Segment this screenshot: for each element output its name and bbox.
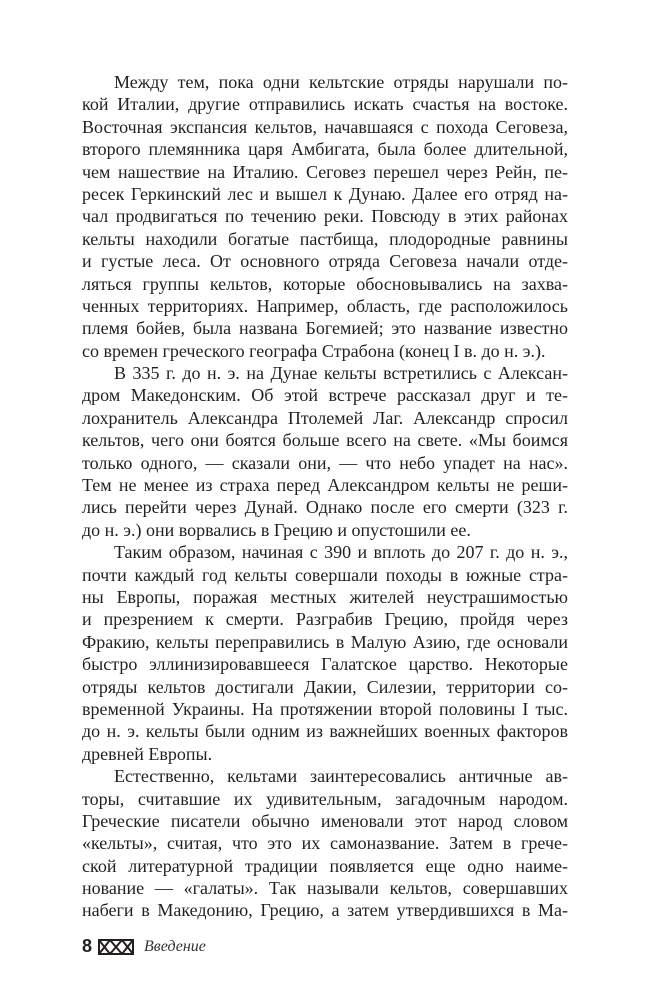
text-line: Фракию, кельты переправились в Малую Азию, где основали <box>82 631 568 652</box>
text-line: Естественно, кельтами заинтересовались античные ав- <box>114 766 568 787</box>
text-line: торы, считавшие их удивительным, загадочным народом. <box>82 788 568 809</box>
text-line: ченных территориях. Например, область, где расположилось <box>82 295 568 316</box>
text-line: со времен греческого географа Страбона (конец I в. до н. э.). <box>82 340 546 361</box>
paragraph <box>82 541 568 765</box>
text-line: дром Македонским. Об этой встрече рассказал друг и те- <box>82 385 568 406</box>
text-line: до н. э. кельты были одним из важнейших военных факторов <box>82 721 568 742</box>
text-line: ны Европы, поражая местных жителей неустрашимостью <box>82 586 568 607</box>
text-line: и густые леса. От основного отряда Сеговеза начали отде- <box>82 251 568 272</box>
text-line: Греческие писатели обычно именовали этот народ словом <box>82 810 568 831</box>
text-line: кельты находили богатые пастбища, плодородные равнины <box>82 228 568 249</box>
text-line: В 335 г. до н. э. на Дунае кельты встретились с Алексан- <box>114 363 568 384</box>
text-line: быстро эллинизировавшееся Галатское царство. Некоторые <box>82 654 568 675</box>
text-line: Между тем, пока одни кельтские отряды нарушали по- <box>114 72 568 92</box>
text-line: лохранитель Александра Птолемей Лаг. Александр спросил <box>82 407 568 428</box>
text-line: и презрением к смерти. Разграбив Грецию, пройдя через <box>82 609 568 630</box>
body-text <box>82 71 568 922</box>
page-number: 8 <box>82 936 93 956</box>
text-line: второго племянника царя Амбигата, была более длительной, <box>82 139 568 160</box>
text-line: Восточная экспансия кельтов, начавшаяся с похода Сеговеза, <box>82 116 568 137</box>
text-line: набеги в Македонию, Грецию, а затем утвердившихся в Ма- <box>82 900 568 921</box>
text-line: племя бойев, была названа Богемией; это название известно <box>82 318 568 339</box>
text-line: «кельты», считая, что это их самоназвание. Затем в грече- <box>82 833 568 854</box>
text-line: ской литературной традиции появляется еще одно наиме- <box>82 855 568 876</box>
text-line: только одного, — сказали они, — что небо упадет на нас». <box>82 452 568 473</box>
text-line: временной Украины. На протяжении второй половины I тыс. <box>82 698 568 719</box>
text-line: кельтов, чего они боятся больше всего на свете. «Мы боимся <box>82 430 568 451</box>
paragraph <box>82 71 568 362</box>
page-footer <box>82 936 206 957</box>
text-line: чем нашествие на Италию. Сеговез перешел через Рейн, пе- <box>82 161 568 182</box>
paragraph <box>82 362 568 541</box>
text-line: Тем не менее из страха перед Александром кельты не реши- <box>82 475 568 496</box>
text-line: древней Европы. <box>82 743 213 764</box>
text-line: кой Италии, другие отправились искать счастья на востоке. <box>82 94 568 115</box>
text-line: до н. э.) они ворвались в Грецию и опустошили ее. <box>82 519 471 540</box>
text-line: Таким образом, начиная с 390 и вплоть до 207 г. до н. э., <box>114 542 568 563</box>
text-line: ляться группы кельтов, которые обосновывались на захва- <box>82 273 568 294</box>
celtic-knot-icon <box>98 939 134 955</box>
text-line: отряды кельтов достигали Дакии, Силезии, территории со- <box>82 676 568 697</box>
text-line: чал продвигаться по течению реки. Повсюду в этих районах <box>82 206 568 227</box>
text-line: лись перейти через Дунай. Однако после его смерти (323 г. <box>82 497 568 518</box>
section-title: Введение <box>144 937 206 955</box>
text-line: ресек Геркинский лес и вышел к Дунаю. Далее его отряд на- <box>82 183 568 204</box>
paragraph <box>82 765 568 922</box>
text-line: нование — «галаты». Так называли кельтов, совершавших <box>82 878 568 899</box>
text-line: почти каждый год кельты совершали походы в южные стра- <box>82 564 568 585</box>
